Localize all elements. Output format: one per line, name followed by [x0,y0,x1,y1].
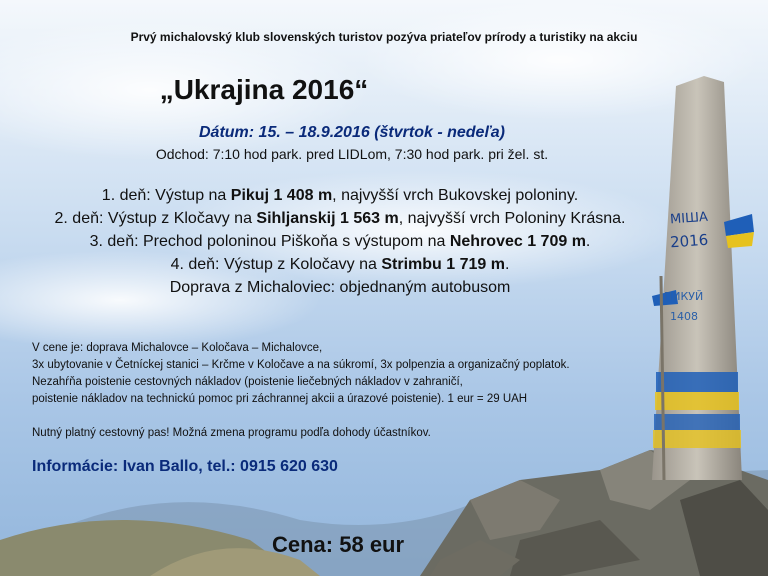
departure-info: Odchod: 7:10 hod park. pred LIDLom, 7:30 hod park. pri žel. st. [155,146,549,162]
day-peak: Sihljanskij 1 563 m [256,210,399,227]
day-peak: Nehrovec 1 709 m [449,233,586,250]
monument-text-1: МІША [669,209,709,228]
day-peak: Pikuj 1 408 m [230,187,333,204]
day-text: 2. deň: Výstup z Kločavy na [54,210,257,227]
event-title: „Ukrajina 2016“ [159,74,369,105]
info-line: V cene je: doprava Michalovce – Koločava – Michalovce, [32,342,323,354]
day-peak: Strimbu 1 719 m [381,256,505,273]
monument-text-2: 2016 [669,230,709,252]
day-text-end: , najvyšší vrch Poloniny Krásna. [398,210,626,227]
header-invitation: Prvý michalovský klub slovenských turistov pozýva priateľov prírody a turistiky na akciu [130,30,638,44]
day-text-end: . [585,233,591,250]
day-text-end: , najvyšší vrch Bukovskej poloniny. [332,187,579,204]
day-text: Doprava z Michaloviec: objednaným autobusom [169,279,511,296]
day-text-end: . [504,256,510,273]
passport-note: Nutný platný cestovný pas! Možná zmena programu podľa dohody účastníkov. [32,427,431,439]
info-line: 3x ubytovanie v Četníckej stanici – Krčme v Koločave a na súkromí, 3x polpenzia a organizačný poplatok. [32,359,570,371]
contact-info: Informácie: Ivan Ballo, tel.: 0915 620 630 [32,458,338,475]
info-line: Nezahŕňa poistenie cestovných nákladov (poistenie liečebných nákladov v zahraničí, [32,376,463,388]
monument-text-3: ПИКУЙ [664,290,704,303]
event-date: Dátum: 15. – 18.9.2016 (štvrtok - nedeľa) [198,124,505,141]
day-text: 1. deň: Výstup na [101,187,231,204]
monument-text-4: 1408 [670,310,698,323]
day-text: 4. deň: Výstup z Koločavy na [170,256,382,273]
info-line: poistenie nákladov na technickú pomoc pri záchrannej akcii a úrazové poistenie). 1 eur = 29 UAH [32,393,528,405]
day-text: 3. deň: Prechod poloninou Piškoňa s výstupom na [89,233,450,250]
price-label: Cena: 58 eur [272,532,405,557]
